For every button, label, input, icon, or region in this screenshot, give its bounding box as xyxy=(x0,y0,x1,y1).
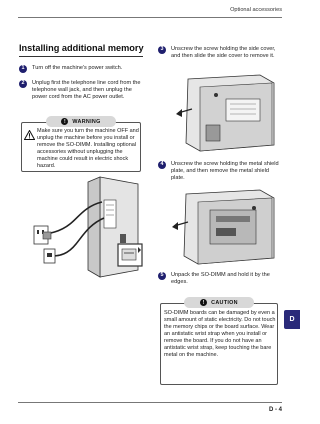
caution-header xyxy=(184,297,254,308)
step-1 xyxy=(19,65,147,73)
step-4 xyxy=(158,161,282,183)
section-title: Installing additional memory xyxy=(19,43,144,53)
step-5 xyxy=(158,272,282,286)
warning-exclamation-icon: ! xyxy=(61,118,68,125)
step-text: Turn off the machine's power switch. xyxy=(32,65,123,71)
step-3 xyxy=(158,46,282,60)
step-text: Unscrew the screw holding the side cover, and then slide the side cover to remove it. xyxy=(171,46,276,60)
warning-header xyxy=(46,116,116,127)
page-number: D - 4 xyxy=(268,407,282,413)
title-divider xyxy=(19,56,143,57)
caution-text: SO-DIMM boards can be damaged by even a small amount of static electricity. Do not touch the memory chips or the board surface. Wear an antistatic wrist strap when you install or remove the board. If you do not have an antistatic wrist strap, keep touching the bare metal on the machine. xyxy=(164,310,276,358)
step-2 xyxy=(19,80,147,102)
running-header: Optional accessories xyxy=(230,7,282,13)
power-cord-illustration xyxy=(30,174,145,280)
warning-triangle-icon xyxy=(24,130,35,140)
step-number: 5 xyxy=(158,272,166,280)
metal-shield-illustration xyxy=(168,188,280,266)
side-cover-illustration xyxy=(168,73,280,153)
header-divider xyxy=(18,17,282,18)
step-number: 2 xyxy=(19,80,27,88)
step-number: 3 xyxy=(158,46,166,54)
step-text: Unplug first the telephone line cord from the telephone wall jack, and then unplug the power cord from the AC power outlet. xyxy=(32,80,141,101)
footer-divider xyxy=(18,402,282,403)
appendix-tab: D xyxy=(284,310,300,329)
warning-label: WARNING xyxy=(72,118,101,125)
caution-exclamation-icon: ! xyxy=(200,299,207,306)
step-number: 4 xyxy=(158,161,166,169)
step-number: 1 xyxy=(19,65,27,73)
step-text: Unscrew the screw holding the metal shield plate, and then remove the metal shield plate. xyxy=(171,161,279,182)
step-text: Unpack the SO-DIMM and hold it by the edges. xyxy=(171,272,270,286)
warning-text: Make sure you turn the machine OFF and unplug the machine before you install or remove the SO-DIMM. Installing optional accessories without unplugging the machine could result in electric shock hazard. xyxy=(37,128,139,169)
caution-label: CAUTION xyxy=(211,299,238,306)
